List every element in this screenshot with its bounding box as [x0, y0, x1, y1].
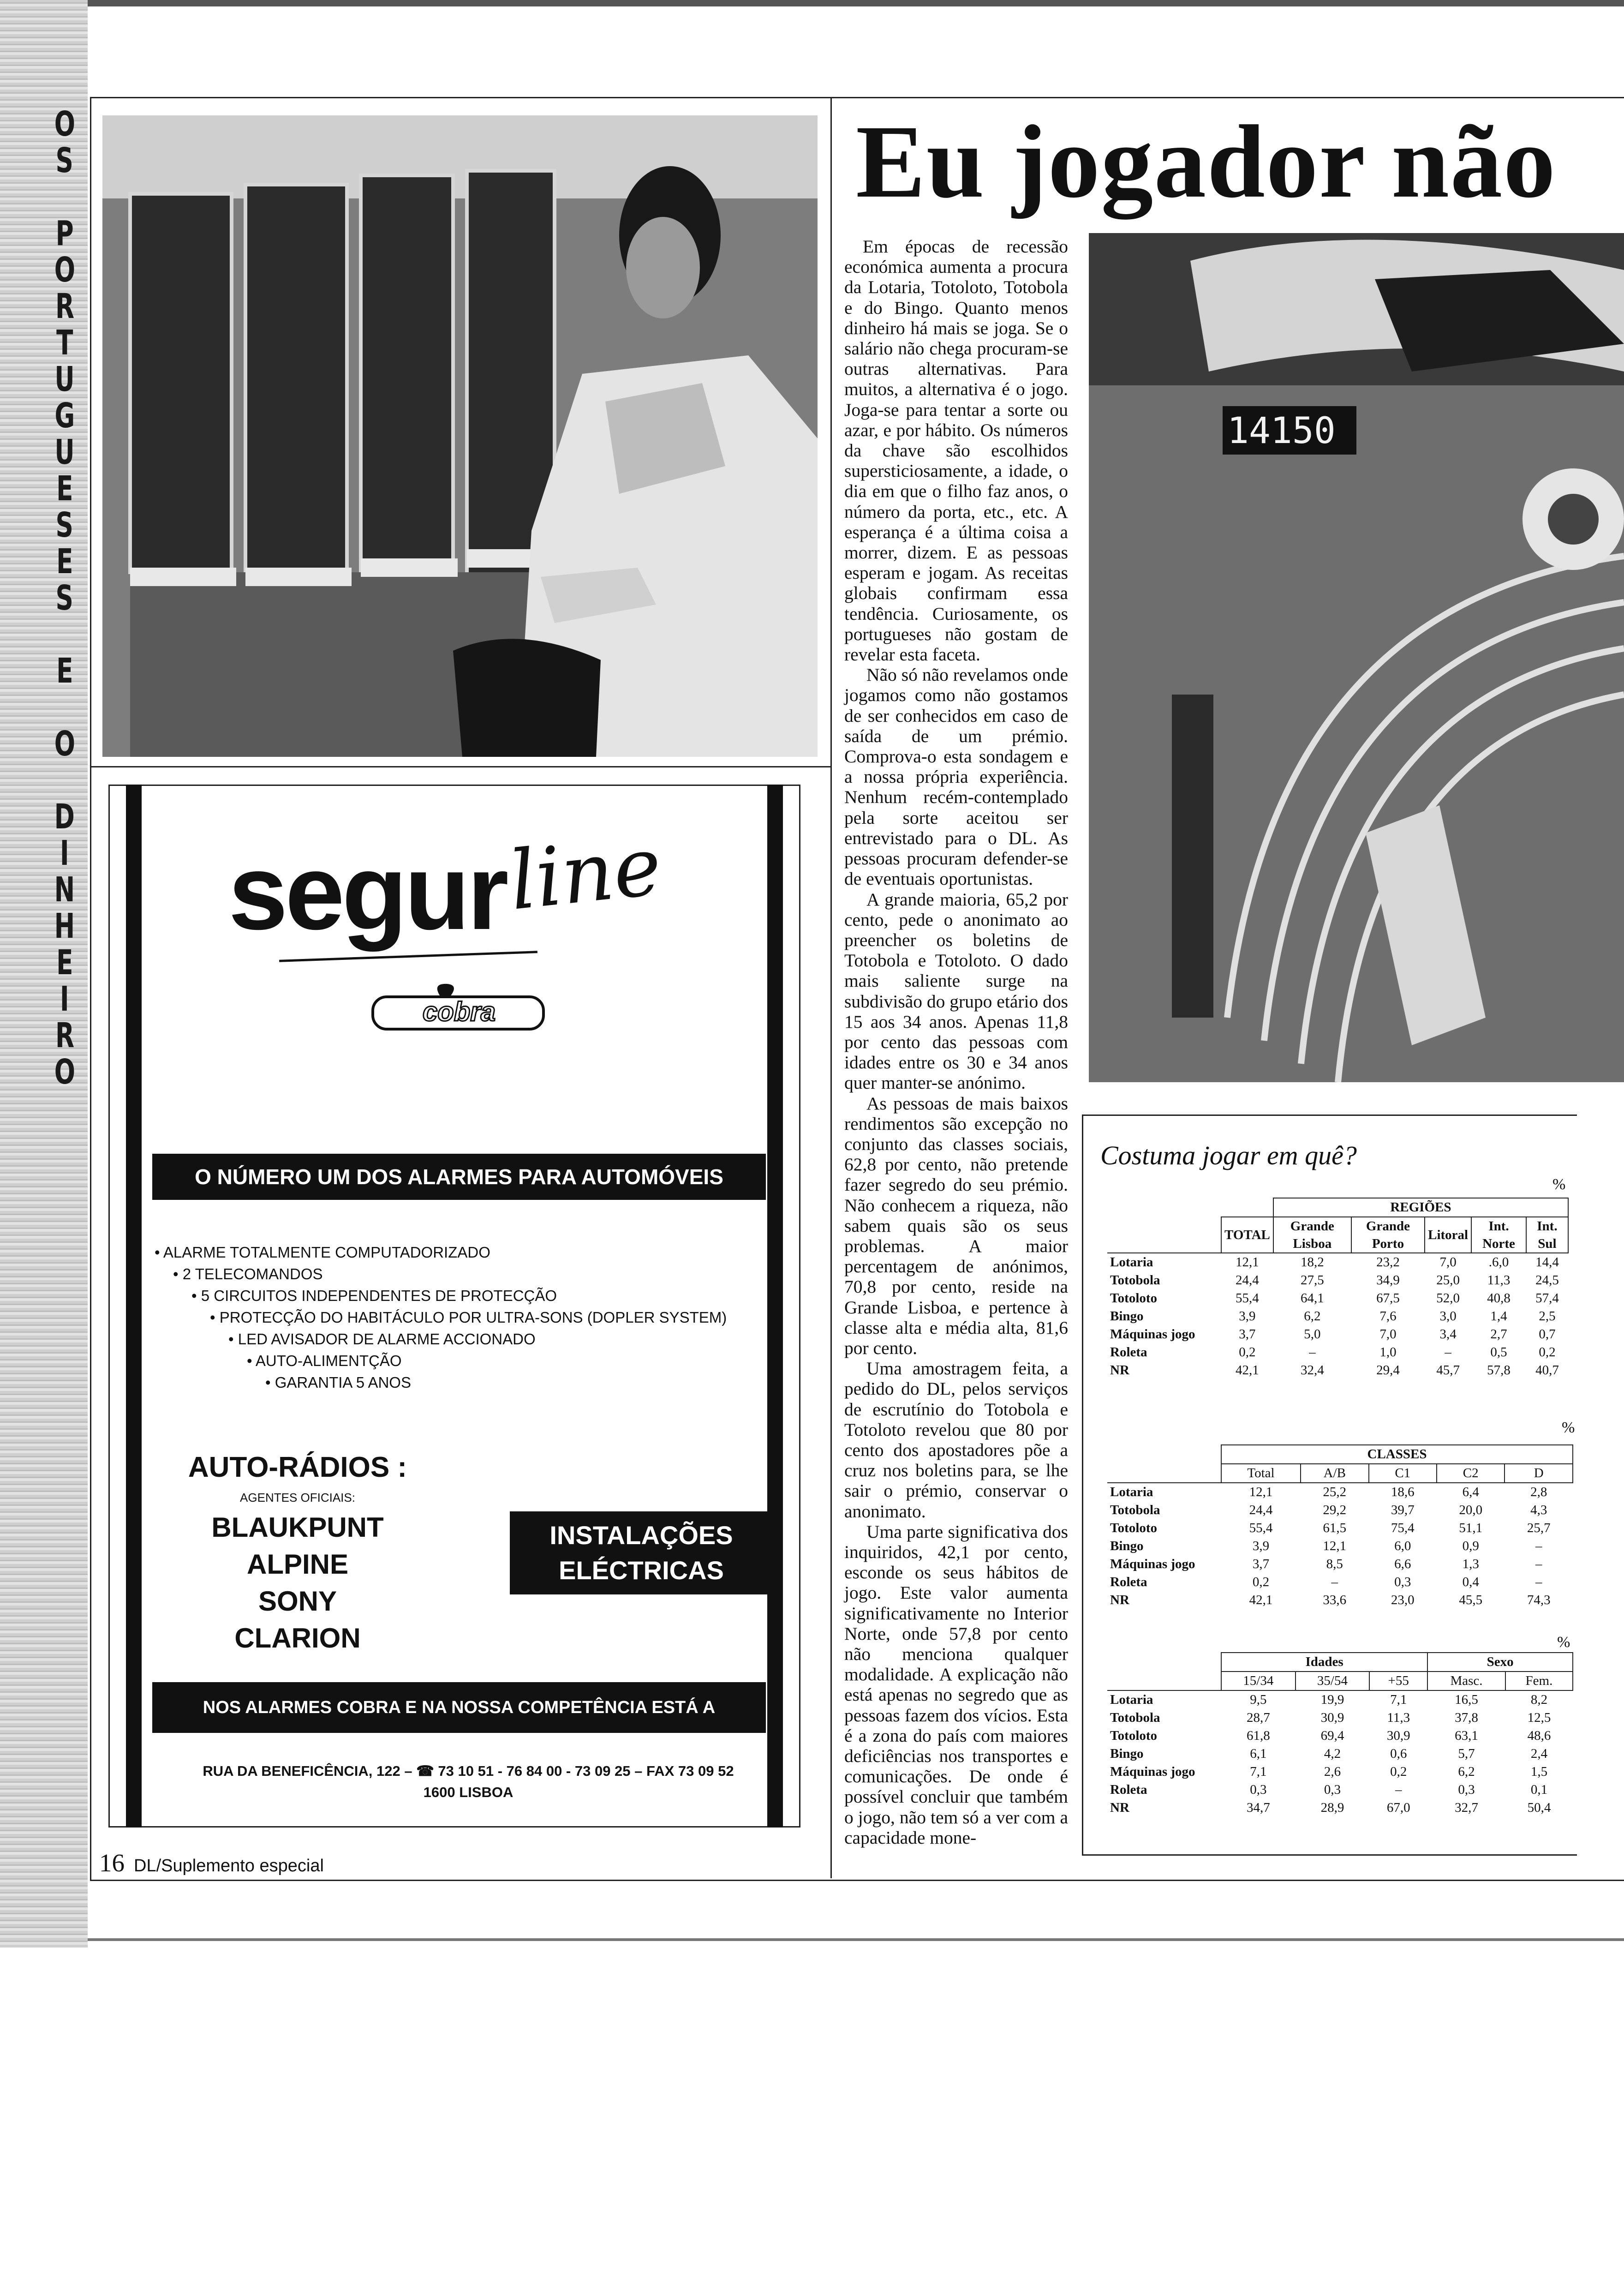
table-cell: –: [1535, 1539, 1542, 1553]
table-cell: 18,6: [1369, 1483, 1437, 1501]
advertisement-segurline: [108, 785, 800, 1828]
table-cell: –: [1535, 1557, 1542, 1571]
table-cell: –: [1535, 1575, 1542, 1589]
ad-left-bar: [126, 785, 142, 1828]
table-cell: 3,9: [1239, 1309, 1256, 1324]
table-cell: 0,2: [1539, 1345, 1556, 1360]
table-cell: 61,8: [1246, 1728, 1270, 1743]
table-header: 15/34: [1221, 1672, 1296, 1690]
table-cell: 67,5: [1376, 1291, 1400, 1306]
vertical-letter: S: [55, 578, 74, 618]
table-cell: 9,5: [1221, 1690, 1296, 1709]
table-header: Grande Lisboa: [1273, 1217, 1351, 1253]
table-cell: 57,4: [1535, 1291, 1559, 1306]
vertical-letter: G: [54, 396, 75, 436]
feature-list: [155, 1241, 754, 1393]
table-cell: Máquinas jogo: [1110, 1557, 1195, 1571]
vertical-letter: R: [55, 287, 74, 326]
table-cell: 2,5: [1539, 1309, 1556, 1324]
table-cell: 1,3: [1462, 1557, 1479, 1571]
table-header: CLASSES: [1221, 1445, 1573, 1464]
table-cell: 12,1: [1323, 1539, 1347, 1553]
table-cell: 28,7: [1246, 1710, 1270, 1725]
table-cell: 0,9: [1462, 1539, 1479, 1553]
table-cell: 0,2: [1239, 1345, 1256, 1360]
table-cell: 1,5: [1530, 1764, 1548, 1779]
agents-label: AGENTES OFICIAIS:: [240, 1491, 355, 1504]
table-cell: 19,9: [1296, 1690, 1370, 1709]
vertical-letter: S: [55, 141, 74, 180]
table-cell: 64,1: [1300, 1291, 1324, 1306]
table-header: Fem.: [1505, 1672, 1573, 1690]
table-cell: Lotaria: [1107, 1253, 1221, 1271]
table-cell: 39,7: [1391, 1503, 1415, 1517]
table-cell: –: [1331, 1575, 1338, 1589]
table-cell: 48,6: [1527, 1728, 1551, 1743]
table-cell: 1,0: [1379, 1345, 1397, 1360]
table-cell: 40,8: [1487, 1291, 1511, 1306]
table-cell: 8,2: [1505, 1690, 1573, 1709]
table-cell: –: [1445, 1345, 1451, 1360]
table-cell: Bingo: [1110, 1539, 1144, 1553]
headline: Eu jogador não: [856, 104, 1557, 219]
table-cell: 20,0: [1459, 1503, 1483, 1517]
table-cell: 24,4: [1236, 1273, 1259, 1288]
table-cell: 6,4: [1437, 1483, 1505, 1501]
body-paragraph: A grande maioria, 65,2 por cento, pede o anonimato ao preencher os boletins de Totobola e Totoloto. O dado mais saliente surge na subdivisão do grupo etário dos 15 aos 34 anos. Apenas 11,8 por cento das pessoas com idades entre os 30 e 34 anos quer manter-se anónimo.: [844, 889, 1068, 1093]
vertical-letter: P: [55, 214, 74, 253]
table-cell: Lotaria: [1107, 1690, 1221, 1709]
vertical-letter: I: [60, 979, 69, 1019]
photo-pinball-machine: [1089, 233, 1624, 1082]
table-cell: 27,5: [1300, 1273, 1324, 1288]
radio-brand: SONY: [258, 1586, 337, 1617]
table-cell: NR: [1110, 1593, 1129, 1607]
table-cell: Roleta: [1110, 1575, 1147, 1589]
table-cell: 3,7: [1239, 1327, 1256, 1342]
table-cell: 63,1: [1455, 1728, 1478, 1743]
table-cell: 1,4: [1490, 1309, 1507, 1324]
table-cell: Bingo: [1110, 1309, 1144, 1324]
table-header: Int. Norte: [1471, 1217, 1526, 1253]
table-cell: 3,4: [1439, 1327, 1457, 1342]
pct-mark-2: %: [1562, 1419, 1575, 1436]
vertical-letter: T: [56, 323, 73, 363]
autoradios-title: AUTO-RÁDIOS :: [188, 1451, 407, 1483]
table-cell: Máquinas jogo: [1110, 1764, 1195, 1779]
table-cell: 24,4: [1249, 1503, 1273, 1517]
table-cell: 52,0: [1436, 1291, 1460, 1306]
table-cell: 57,8: [1487, 1363, 1511, 1378]
table-cell: 55,4: [1249, 1521, 1273, 1535]
photo-pachinko-woman: [102, 115, 818, 757]
vertical-letter: E: [56, 943, 73, 983]
body-paragraph: Uma amostragem feita, a pedido do DL, pelos serviços de escrutínio do Totobola e Totoloto revelou que 80 por cento dos apostadores põe a cruz nos boletins para, se lhe sair o prémio, conservar o anonimato.: [844, 1358, 1068, 1522]
table-cell: Totobola: [1110, 1503, 1160, 1517]
ad-address: [155, 1761, 782, 1803]
column-rule: [830, 97, 832, 1878]
table-header: C1: [1369, 1464, 1437, 1483]
vertical-letter: D: [54, 797, 75, 837]
table-cell: 75,4: [1391, 1521, 1415, 1535]
table-cell: 34,7: [1246, 1800, 1270, 1815]
vertical-letter: R: [55, 1016, 74, 1055]
table-cell: Bingo: [1110, 1746, 1144, 1761]
table-cell: 29,2: [1323, 1503, 1347, 1517]
table-cell: 0,3: [1324, 1782, 1341, 1797]
table-cell: 30,9: [1386, 1728, 1410, 1743]
ad-right-bar: [767, 785, 783, 1828]
table-cell: –: [1395, 1782, 1402, 1797]
table-cell: 11,3: [1387, 1710, 1410, 1725]
article-body: [844, 236, 1068, 1848]
table-cell: 3,0: [1439, 1309, 1457, 1324]
table-cell: 8,5: [1326, 1557, 1343, 1571]
rule-under-photo: [90, 766, 830, 767]
table-cell: 23,2: [1351, 1253, 1425, 1271]
table-cell: 2,7: [1490, 1327, 1507, 1342]
vertical-letter: O: [54, 724, 75, 764]
table-cell: Máquinas jogo: [1110, 1327, 1195, 1342]
table-cell: Totobola: [1110, 1710, 1160, 1725]
table-ages-sex: [1107, 1652, 1573, 1817]
score-readout: 14150: [1227, 410, 1336, 452]
table-cell: 16,5: [1427, 1690, 1505, 1709]
address-line1: RUA DA BENEFICÊNCIA, 122 – ☎ 73 10 51 - 76 84 00 - 73 09 25 – FAX 73 09 52: [203, 1763, 734, 1779]
table-header: D: [1505, 1464, 1573, 1483]
table-cell: 5,7: [1458, 1746, 1475, 1761]
vertical-letter: E: [56, 542, 73, 581]
instal-line1: INSTALAÇÕES: [549, 1521, 733, 1550]
table-cell: Totoloto: [1110, 1291, 1158, 1306]
table-cell: 42,1: [1249, 1593, 1273, 1607]
table-cell: 6,1: [1250, 1746, 1267, 1761]
table-cell: 67,0: [1386, 1800, 1410, 1815]
feature-item: • AUTO-ALIMENTÇÃO: [247, 1352, 402, 1369]
table-cell: 42,1: [1236, 1363, 1259, 1378]
feature-item: • 5 CIRCUITOS INDEPENDENTES DE PROTECÇÃO: [191, 1287, 557, 1304]
table-cell: 6,6: [1394, 1557, 1411, 1571]
table-cell: 25,0: [1436, 1273, 1460, 1288]
ad-tagline: O NÚMERO UM DOS ALARMES PARA AUTOMÓVEIS: [152, 1154, 766, 1200]
table-regions: [1107, 1198, 1569, 1379]
table-header: Total: [1221, 1464, 1301, 1483]
table-cell: 7,0: [1425, 1253, 1471, 1271]
table-cell: 4,3: [1530, 1503, 1547, 1517]
table-cell: 28,9: [1320, 1800, 1344, 1815]
table-cell: 29,4: [1376, 1363, 1400, 1378]
page-number: 16: [99, 1849, 125, 1877]
feature-item: • LED AVISADOR DE ALARME ACCIONADO: [228, 1330, 536, 1348]
table-cell: 4,2: [1324, 1746, 1341, 1761]
vertical-letter: I: [60, 833, 69, 873]
table-header: Masc.: [1427, 1672, 1505, 1690]
vertical-letter: H: [54, 906, 75, 946]
radio-brand: BLAUKPUNT: [211, 1512, 384, 1543]
table-cell: 34,9: [1376, 1273, 1400, 1288]
table-cell: Roleta: [1110, 1345, 1147, 1360]
table-cell: 6,2: [1304, 1309, 1321, 1324]
cobra-logo: [371, 983, 547, 1034]
table-cell: 55,4: [1236, 1291, 1259, 1306]
table-cell: 37,8: [1455, 1710, 1478, 1725]
feature-item: • GARANTIA 5 ANOS: [265, 1374, 411, 1391]
table-cell: Totoloto: [1110, 1728, 1158, 1743]
feature-item: • ALARME TOTALMENTE COMPUTADORIZADO: [155, 1244, 490, 1261]
survey-title: Costuma jogar em quê?: [1100, 1140, 1357, 1170]
ad-bottom-banner: NOS ALARMES COBRA E NA NOSSA COMPETÊNCIA ESTÁ A DIFERENÇA: [152, 1682, 766, 1733]
table-header: A/B: [1301, 1464, 1368, 1483]
table-cell: 3,7: [1252, 1557, 1270, 1571]
table-cell: Lotaria: [1107, 1483, 1221, 1501]
table-cell: 0,2: [1390, 1764, 1407, 1779]
table-header: REGIÕES: [1273, 1198, 1568, 1217]
vertical-letter: O: [54, 250, 75, 290]
vertical-letter: U: [54, 360, 75, 399]
feature-item: • 2 TELECOMANDOS: [173, 1265, 323, 1282]
table-cell: 5,0: [1304, 1327, 1321, 1342]
table-cell: 6,0: [1394, 1539, 1411, 1553]
table-cell: 7,6: [1379, 1309, 1397, 1324]
table-cell: 2,4: [1530, 1746, 1548, 1761]
table-cell: 33,6: [1323, 1593, 1347, 1607]
table-cell: 45,7: [1436, 1363, 1460, 1378]
table-cell: 6,2: [1458, 1764, 1475, 1779]
vertical-letter: S: [55, 505, 74, 545]
table-header: C2: [1437, 1464, 1505, 1483]
table-cell: 23,0: [1391, 1593, 1415, 1607]
table-header: Litoral: [1425, 1217, 1471, 1253]
body-paragraph: As pessoas de mais baixos rendimentos são excepção no conjunto das classes sociais, 62,8 por cento, não pretende fazer segredo do seu prémio. Não conhecem a riqueza, não sabem quais são os seus problemas. A maior percentagem de anónimos, 70,8 por cento, reside na Grande Lisboa, e pertence à classe alta e média alta, 81,6 por cento.: [844, 1093, 1068, 1358]
table-cell: Totoloto: [1110, 1521, 1158, 1535]
table-cell: NR: [1110, 1800, 1129, 1815]
table-cell: 40,7: [1535, 1363, 1559, 1378]
vertical-letter: U: [54, 432, 75, 472]
table-cell: 2,8: [1505, 1483, 1573, 1501]
table-cell: 12,5: [1527, 1710, 1551, 1725]
table-header: +55: [1369, 1672, 1427, 1690]
table-cell: 50,4: [1527, 1800, 1551, 1815]
table-cell: 7,1: [1369, 1690, 1427, 1709]
series-title-vertical: [46, 106, 83, 1091]
table-cell: 0,1: [1530, 1782, 1548, 1797]
pct-mark-3: %: [1557, 1634, 1570, 1651]
radio-brand-list: [155, 1509, 441, 1657]
ad-brand-script: line: [505, 819, 666, 929]
table-header: TOTAL: [1221, 1217, 1273, 1253]
table-header: Idades: [1221, 1653, 1427, 1672]
vertical-letter: N: [54, 870, 75, 910]
table-cell: 74,3: [1527, 1593, 1551, 1607]
table-cell: 51,1: [1459, 1521, 1483, 1535]
page-bottom-edge: [88, 1938, 1624, 1941]
table-cell: 0,6: [1390, 1746, 1407, 1761]
table-cell: 0,3: [1250, 1782, 1267, 1797]
table-cell: 12,1: [1221, 1253, 1273, 1271]
table-cell: 3,9: [1252, 1539, 1270, 1553]
table-cell: 0,3: [1458, 1782, 1475, 1797]
table-classes: [1107, 1444, 1573, 1609]
page-footer: [99, 1848, 324, 1877]
address-line2: 1600 LISBOA: [423, 1784, 513, 1800]
installations-box: [510, 1511, 773, 1594]
vertical-letter: E: [56, 651, 73, 691]
vertical-letter: O: [54, 104, 75, 144]
pct-mark-1: %: [1552, 1176, 1566, 1193]
table-header: Grande Porto: [1351, 1217, 1425, 1253]
publication-label: DL/Suplemento especial: [134, 1856, 324, 1876]
table-cell: NR: [1110, 1363, 1129, 1378]
table-header: Int. Sul: [1526, 1217, 1568, 1253]
autoradios-block: [155, 1449, 441, 1657]
table-cell: 32,4: [1300, 1363, 1324, 1378]
radio-brand: ALPINE: [246, 1549, 349, 1580]
ad-brand: segur: [228, 833, 506, 952]
table-cell: 0,2: [1252, 1575, 1270, 1589]
table-cell: 18,2: [1273, 1253, 1351, 1271]
radio-brand: CLARION: [234, 1623, 361, 1654]
table-cell: 7,0: [1379, 1327, 1397, 1342]
table-header: Sexo: [1427, 1653, 1573, 1672]
table-cell: 0,3: [1394, 1575, 1411, 1589]
table-cell: 0,5: [1490, 1345, 1507, 1360]
table-cell: 32,7: [1455, 1800, 1478, 1815]
table-cell: Totobola: [1110, 1273, 1160, 1288]
table-cell: 0,7: [1539, 1327, 1556, 1342]
instal-line2: ELÉCTRICAS: [559, 1556, 724, 1585]
cobra-logo-text: cobra: [423, 997, 496, 1027]
table-cell: 24,5: [1535, 1273, 1559, 1288]
table-cell: 45,5: [1459, 1593, 1483, 1607]
table-cell: 25,7: [1527, 1521, 1551, 1535]
feature-item: • PROTECÇÃO DO HABITÁCULO POR ULTRA-SONS (DOPLER SYSTEM): [210, 1309, 727, 1326]
table-cell: 69,4: [1320, 1728, 1344, 1743]
body-paragraph: Em épocas de recessão económica aumenta a procura da Lotaria, Totoloto, Totobola e do Bingo. Quanto menos dinheiro há mais se joga. Se o salário não chega procuram-se outras alternativas. Para muitos, a alternativa é o jogo. Joga-se para tentar a sorte ou azar, e por hábito. Os números da chave são escolhidos supersticiosamente, a idade, o dia em que o filho faz anos, o número da porta, etc., etc. A esperança é a última coisa a morrer, dizem. E as pessoas esperam e jogam. As receitas globais confirmam essa tendência. Curiosamente, os portugueses não gostam de revelar esta faceta.: [844, 236, 1068, 665]
table-cell: 2,6: [1324, 1764, 1341, 1779]
page-top-edge: [0, 0, 1624, 6]
table-cell: 12,1: [1221, 1483, 1301, 1501]
vertical-letter: E: [56, 469, 73, 509]
table-cell: 11,3: [1487, 1273, 1511, 1288]
body-paragraph: Não só não revelamos onde jogamos como não gostamos de ser conhecidos em caso de saída de um prémio. Comprova-o esta sondagem e a nossa própria experiência. Nenhum recém-contemplado pela sorte aceitou ser entrevistado para o DL. As pessoas procuram defender-se de eventuais oportunistas.: [844, 665, 1068, 889]
table-cell: –: [1309, 1345, 1316, 1360]
body-paragraph: Uma parte significativa dos inquiridos, 42,1 por cento, esconde os seus hábitos de jogo. Este valor aumenta significativamente no Interior Norte, onde 57,8 por cento não menciona qualquer modalidade. A explicação não está apenas no segredo que as pessoas fazem dos vícios. Esta é a zona do país com maiores deficiências nos transportes e comunicações. De onde é possível concluir que também o jogo, não tem só a ver com a capacidade mone-: [844, 1521, 1068, 1848]
table-cell: Roleta: [1110, 1782, 1147, 1797]
table-cell: 61,5: [1323, 1521, 1347, 1535]
vertical-letter: O: [54, 1052, 75, 1092]
table-cell: 14,4: [1526, 1253, 1568, 1271]
table-header: 35/54: [1296, 1672, 1370, 1690]
table-cell: 0,4: [1462, 1575, 1479, 1589]
table-cell: 7,1: [1250, 1764, 1267, 1779]
table-cell: .6,0: [1471, 1253, 1526, 1271]
table-cell: 25,2: [1301, 1483, 1368, 1501]
table-cell: 30,9: [1320, 1710, 1344, 1725]
